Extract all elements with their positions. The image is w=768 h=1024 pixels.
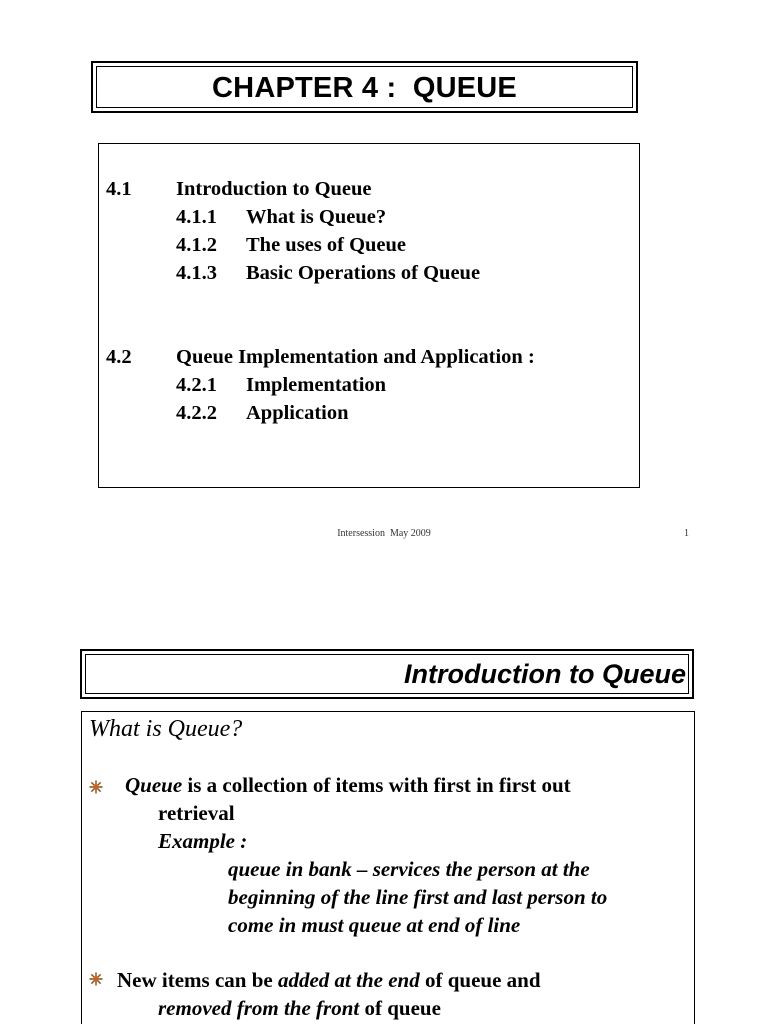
toc-number: 4.2.1 (176, 374, 217, 396)
bullet-1-text: is a collection of items with first in first out (182, 773, 571, 797)
section-title: Introduction to Queue (404, 659, 686, 689)
toc-number: 4.2.2 (176, 402, 217, 424)
bullet-2-line-1 (117, 966, 541, 994)
bullet-2-line-2-rest: of queue (359, 996, 441, 1020)
bullet-2-line-2 (158, 994, 441, 1022)
toc-text: Introduction to Queue (176, 178, 372, 200)
example-line: come in must queue at end of line (228, 913, 521, 937)
bullet-2-emphasis: removed from the front (158, 996, 360, 1020)
toc-text: The uses of Queue (246, 234, 407, 256)
page-number: 1 (684, 528, 689, 539)
toc-text: Queue Implementation and Application : (176, 346, 535, 368)
toc-text: Application (246, 402, 349, 424)
toc-number: 4.1.3 (176, 262, 217, 284)
toc-number: 4.1.1 (176, 206, 217, 228)
chapter-title: CHAPTER 4 : QUEUE (212, 71, 517, 104)
example-line: beginning of the line first and last person to (228, 885, 608, 909)
toc-text: What is Queue? (246, 206, 387, 228)
bullet-1-line-1 (125, 771, 571, 799)
section-title-inner-frame (85, 654, 689, 694)
bullet-2-part-1: New items can be (117, 968, 278, 992)
star-burst-icon (89, 780, 103, 794)
star-burst-icon (89, 972, 103, 986)
example-label: Example : (158, 829, 248, 853)
section-title-frame (80, 649, 694, 699)
toc-number: 4.2 (106, 346, 132, 368)
slide-footer: Intersession May 2009 (337, 528, 431, 539)
subheading: What is Queue? (89, 716, 243, 742)
chapter-title-frame (91, 61, 638, 113)
example-line: queue in bank – services the person at the (228, 857, 590, 881)
toc-number: 4.1 (106, 178, 132, 200)
toc-text: Basic Operations of Queue (246, 262, 481, 284)
bullet-2-emphasis: added at the end (277, 968, 420, 992)
toc-number: 4.1.2 (176, 234, 217, 256)
bullet-1-line-2: retrieval (158, 801, 235, 825)
queue-term: Queue (125, 773, 183, 797)
toc-text: Implementation (246, 374, 387, 396)
chapter-title-inner-frame (96, 66, 633, 108)
bullet-2-part-3: of queue and (419, 968, 541, 992)
